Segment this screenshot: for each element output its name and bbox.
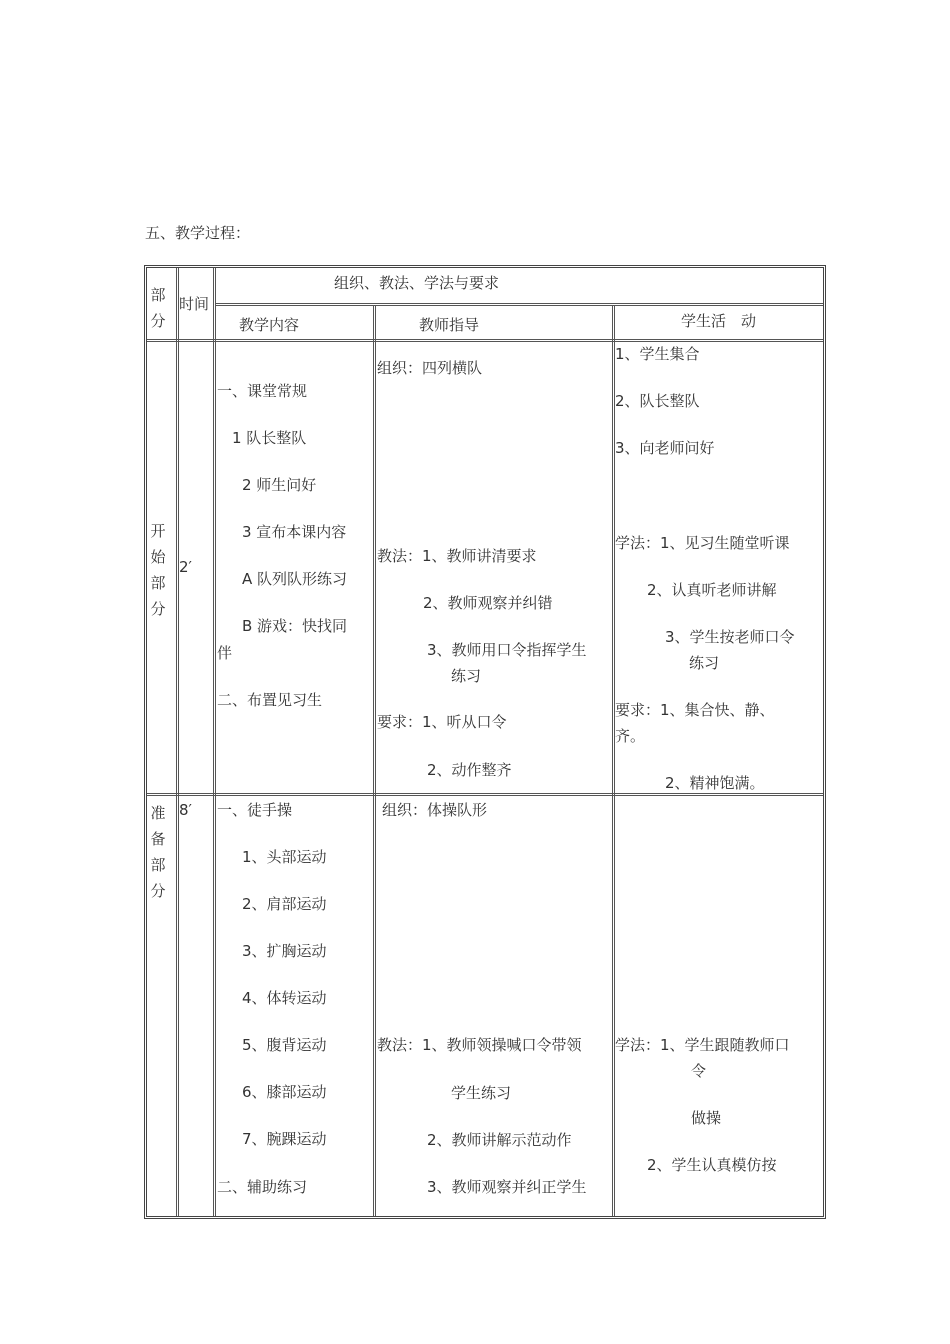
row1-student-line: 要求：1、集合快、静、 bbox=[615, 701, 775, 719]
row2-teacher-line: 学生练习 bbox=[451, 1084, 512, 1102]
row2-content-line: 一、徒手操 bbox=[217, 801, 293, 819]
header-group: 组织、教法、学法与要求 bbox=[334, 274, 500, 292]
row1-time: 2′ bbox=[179, 558, 192, 576]
row1-teacher-line: 2、动作整齐 bbox=[427, 761, 512, 779]
row1-teacher-line: 练习 bbox=[451, 667, 482, 685]
row2-student-line: 令 bbox=[691, 1062, 707, 1080]
header-student: 学生活 动 bbox=[681, 312, 757, 330]
row1-student-line: 2、队长整队 bbox=[615, 392, 700, 410]
col-divider bbox=[176, 268, 179, 1216]
row1-teacher-line: 教法：1、教师讲清要求 bbox=[377, 547, 537, 565]
row1-teacher-line: 组织：四列横队 bbox=[377, 359, 483, 377]
row1-teacher-line: 3、教师用口令指挥学生 bbox=[427, 641, 587, 659]
row1-student-line: 2、精神饱满。 bbox=[665, 774, 765, 792]
row2-teacher-line: 组织：体操队形 bbox=[382, 801, 488, 819]
row1-content-line: 2 师生问好 bbox=[242, 476, 317, 494]
row1-teacher-line: 要求：1、听从口令 bbox=[377, 713, 507, 731]
row1-content-line: 伴 bbox=[217, 644, 233, 662]
row2-part: 准备部分 bbox=[150, 804, 166, 900]
row1-student-line: 学法：1、见习生随堂听课 bbox=[615, 534, 790, 552]
row1-part: 开始部分 bbox=[150, 522, 166, 618]
col-divider bbox=[373, 306, 376, 1216]
row1-student-line: 3、学生按老师口令 bbox=[665, 628, 795, 646]
row1-content-line: B 游戏：快找同 bbox=[242, 617, 348, 635]
lesson-table bbox=[144, 265, 826, 1219]
row1-content-line: 一、课堂常规 bbox=[217, 382, 308, 400]
row1-student-line: 2、认真听老师讲解 bbox=[647, 581, 777, 599]
row2-content-line: 二、辅助练习 bbox=[217, 1178, 308, 1196]
row2-content-line: 1、头部运动 bbox=[242, 848, 327, 866]
row1-teacher-line: 2、教师观察并纠错 bbox=[423, 594, 553, 612]
col-divider bbox=[213, 268, 216, 1216]
header-time: 时间 bbox=[179, 295, 210, 313]
row2-teacher-line: 3、教师观察并纠正学生 bbox=[427, 1178, 587, 1196]
row1-content-line: A 队列队形练习 bbox=[242, 570, 348, 588]
row2-student-line: 学法：1、学生跟随教师口 bbox=[615, 1036, 790, 1054]
header-part: 部分 bbox=[150, 286, 166, 330]
row2-content-line: 3、扩胸运动 bbox=[242, 942, 327, 960]
row1-student-line: 3、向老师问好 bbox=[615, 439, 715, 457]
row1-student-line: 1、学生集合 bbox=[615, 345, 700, 363]
row2-content-line: 5、腹背运动 bbox=[242, 1036, 327, 1054]
row2-content-line: 6、膝部运动 bbox=[242, 1083, 327, 1101]
row-divider bbox=[215, 303, 823, 306]
row-divider bbox=[147, 339, 823, 342]
row1-content-line: 1 队长整队 bbox=[232, 429, 307, 447]
section-heading: 五、教学过程： bbox=[145, 224, 251, 242]
header-teacher: 教师指导 bbox=[419, 316, 480, 334]
row1-content-line: 3 宣布本课内容 bbox=[242, 523, 347, 541]
row1-student-line: 齐。 bbox=[615, 727, 646, 745]
row2-content-line: 4、体转运动 bbox=[242, 989, 327, 1007]
header-content: 教学内容 bbox=[239, 316, 300, 334]
row2-teacher-line: 2、教师讲解示范动作 bbox=[427, 1131, 572, 1149]
row2-student-line: 2、学生认真模仿按 bbox=[647, 1156, 777, 1174]
row1-student-line: 练习 bbox=[689, 654, 720, 672]
row2-student-line: 做操 bbox=[691, 1109, 722, 1127]
row2-content-line: 7、腕踝运动 bbox=[242, 1130, 327, 1148]
row2-time: 8′ bbox=[179, 801, 192, 819]
row2-content-line: 2、肩部运动 bbox=[242, 895, 327, 913]
row1-content-line: 二、布置见习生 bbox=[217, 691, 323, 709]
row2-teacher-line: 教法：1、教师领操喊口令带领 bbox=[377, 1036, 582, 1054]
